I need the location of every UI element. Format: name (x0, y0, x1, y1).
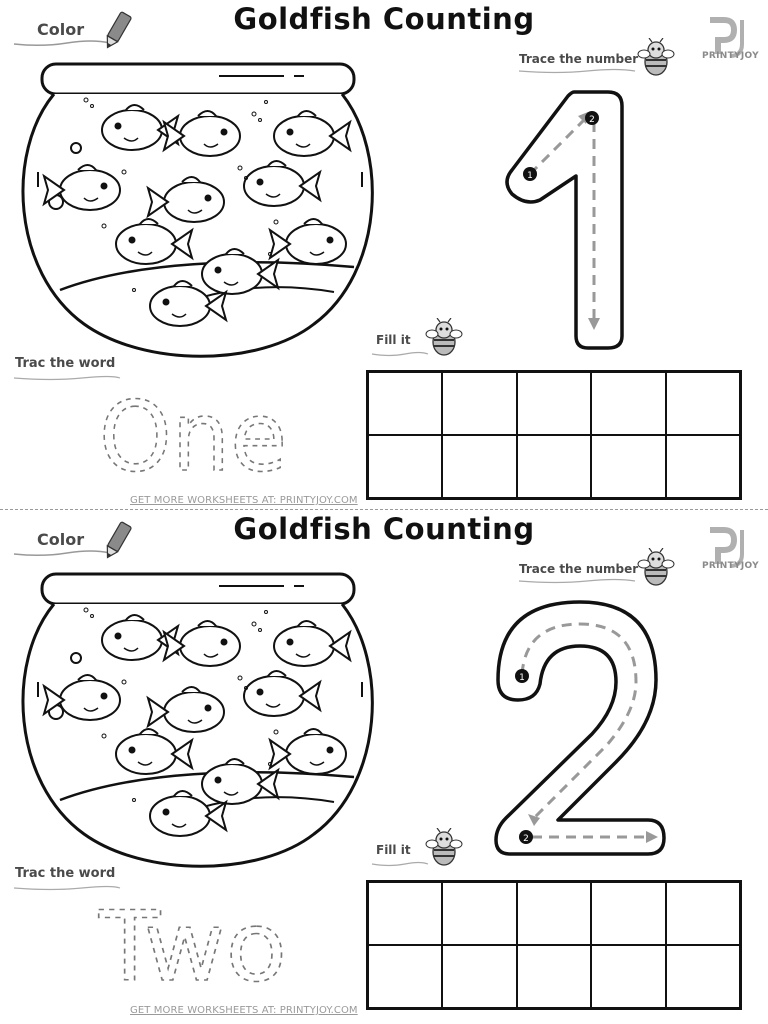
goldfish-icon (116, 729, 192, 774)
fill-cell[interactable] (517, 372, 591, 435)
trace-word-label: Trac the word (15, 356, 116, 371)
worksheet-title: Goldfish Counting (233, 2, 535, 36)
svg-text:1: 1 (527, 171, 533, 181)
bee-icon (636, 38, 676, 78)
trace-number-label: Trace the number (519, 52, 639, 66)
fill-cell[interactable] (368, 882, 442, 945)
fill-grid (366, 370, 742, 500)
color-label: Color (37, 530, 85, 549)
goldfish-icon (244, 161, 320, 206)
swoosh-decoration (12, 38, 112, 48)
fill-grid (366, 880, 742, 1010)
goldfish-icon (44, 165, 120, 210)
bee-icon (424, 318, 464, 358)
color-label: Color (37, 20, 85, 39)
fill-cell[interactable] (591, 435, 665, 498)
swoosh-decoration (370, 860, 430, 868)
logo-text: PRINTYJOY (702, 561, 759, 571)
goldfish-icon (270, 729, 346, 774)
fill-cell[interactable] (368, 435, 442, 498)
goldfish-icon (274, 621, 350, 666)
fill-cell[interactable] (442, 435, 516, 498)
footer-link[interactable]: GET MORE WORKSHEETS AT: PRINTYJOY.COM (130, 495, 358, 506)
goldfish-icon (202, 249, 278, 294)
fill-cell[interactable] (442, 945, 516, 1008)
goldfish-group (14, 62, 380, 358)
trace-word-label: Trac the word (15, 866, 116, 881)
swoosh-decoration (12, 884, 122, 892)
goldfish-icon (270, 219, 346, 264)
goldfish-icon (274, 111, 350, 156)
swoosh-decoration (517, 577, 637, 585)
fill-cell[interactable] (442, 372, 516, 435)
logo-text: PRINTYJOY (702, 51, 759, 61)
trace-number-label: Trace the number (519, 562, 639, 576)
fill-cell[interactable] (666, 882, 740, 945)
fill-cell[interactable] (666, 372, 740, 435)
goldfish-icon (44, 675, 120, 720)
worksheet-title: Goldfish Counting (233, 512, 535, 546)
svg-text:1: 1 (519, 673, 525, 683)
trace-word (95, 896, 295, 991)
fill-cell[interactable] (666, 435, 740, 498)
swoosh-decoration (517, 67, 637, 75)
fill-cell[interactable] (517, 435, 591, 498)
swoosh-decoration (12, 548, 112, 558)
fill-cell[interactable] (591, 945, 665, 1008)
fill-cell[interactable] (368, 945, 442, 1008)
bee-icon (636, 548, 676, 588)
fill-cell[interactable] (517, 945, 591, 1008)
footer-link[interactable]: GET MORE WORKSHEETS AT: PRINTYJOY.COM (130, 1005, 358, 1016)
goldfish-icon (116, 219, 192, 264)
trace-word-text: Two (97, 896, 287, 991)
goldfish-icon (148, 177, 224, 222)
goldfish-icon (202, 759, 278, 804)
pencil-icon (100, 10, 134, 52)
worksheet-two (0, 510, 768, 1020)
fill-label: Fill it (376, 333, 411, 347)
fill-cell[interactable] (368, 372, 442, 435)
worksheet-one (0, 0, 768, 510)
trace-number-two (488, 592, 668, 864)
trace-word-text: One (99, 386, 287, 481)
swoosh-decoration (370, 350, 430, 358)
pencil-icon (100, 520, 134, 562)
goldfish-group (14, 572, 380, 868)
bee-icon (424, 828, 464, 868)
svg-text:2: 2 (523, 834, 529, 844)
trace-number-one (488, 82, 668, 354)
goldfish-icon (148, 687, 224, 732)
trace-word (95, 386, 295, 481)
svg-text:2: 2 (589, 115, 595, 125)
fill-cell[interactable] (591, 372, 665, 435)
swoosh-decoration (12, 374, 122, 382)
fill-cell[interactable] (517, 882, 591, 945)
fill-cell[interactable] (666, 945, 740, 1008)
fill-cell[interactable] (442, 882, 516, 945)
fill-label: Fill it (376, 843, 411, 857)
goldfish-icon (244, 671, 320, 716)
fill-cell[interactable] (591, 882, 665, 945)
